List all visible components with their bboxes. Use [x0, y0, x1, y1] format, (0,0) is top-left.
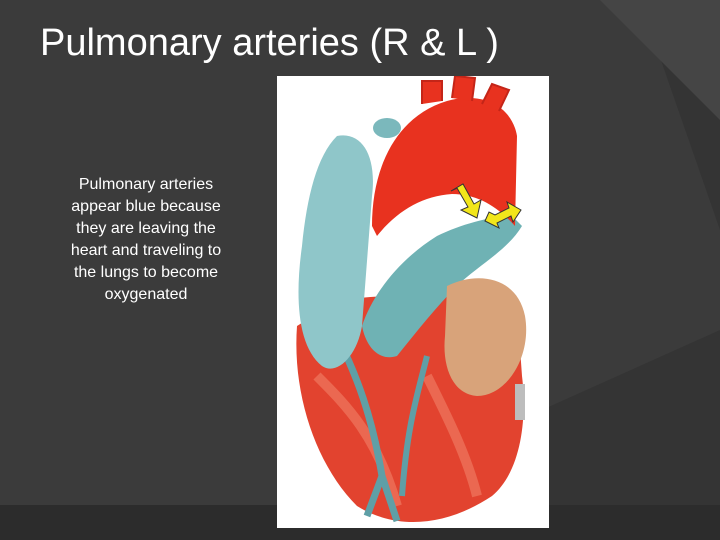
slide-title: Pulmonary arteries (R & L ): [40, 22, 499, 64]
heart-model-image: [277, 76, 549, 528]
vessel-shape: [373, 118, 401, 138]
heart-illustration: [277, 76, 549, 528]
slide-body-text: Pulmonary arteries appear blue because they are leaving the heart and traveling to the lungs to become oxygenated: [70, 176, 222, 303]
model-clip: [515, 384, 525, 420]
